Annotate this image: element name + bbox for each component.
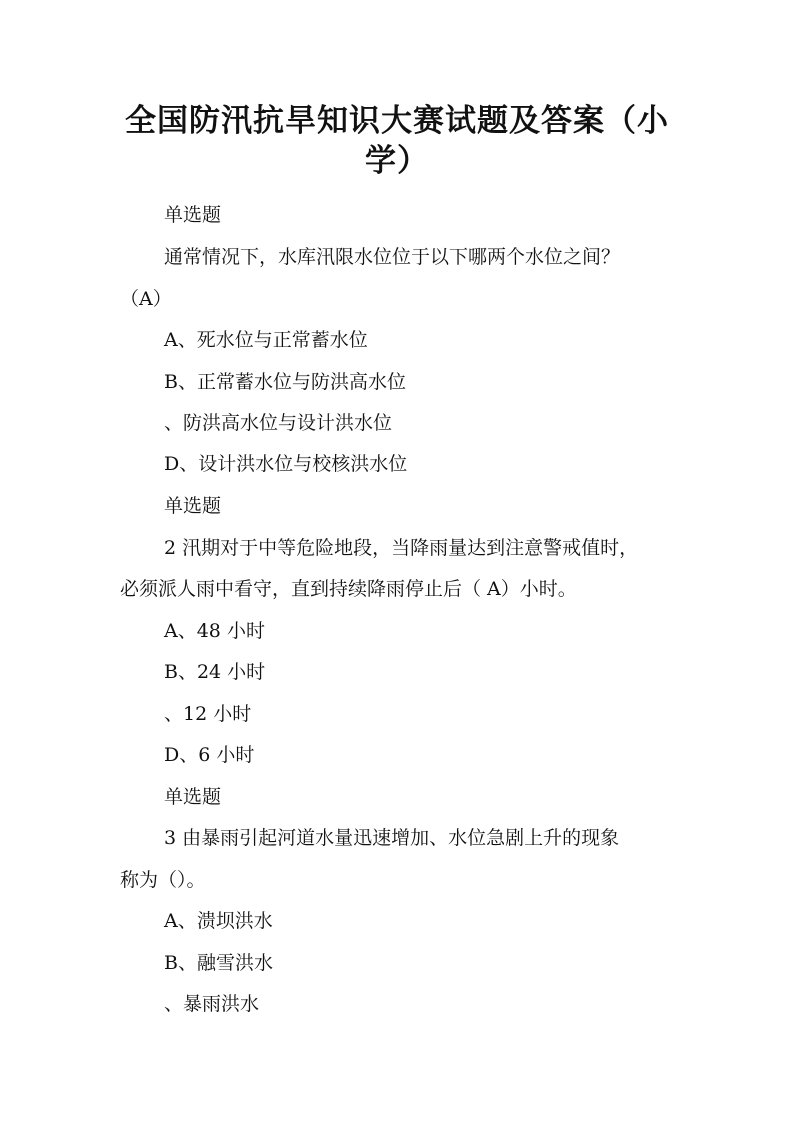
question-3-option-c: 、暴雨洪水 — [164, 993, 260, 1015]
question-2-option-b: B、24 小时 — [164, 661, 266, 683]
document-title-line-1: 全国防汛抗旱知识大赛试题及答案（小 — [125, 103, 669, 139]
question-3-option-a: A、溃坝洪水 — [164, 910, 273, 932]
question-3-type: 单选题 — [164, 786, 222, 808]
question-2-option-a: A、48 小时 — [164, 620, 265, 642]
question-1-option-c: 、防洪高水位与设计洪水位 — [164, 412, 393, 434]
question-2-stem-line-1: 2 汛期对于中等危险地段，当降雨量达到注意警戒值时， — [164, 537, 639, 559]
question-1-type: 单选题 — [164, 204, 222, 226]
question-1-option-b: B、正常蓄水位与防洪高水位 — [164, 371, 406, 393]
question-3-stem-line-1: 3 由暴雨引起河道水量迅速增加、水位急剧上升的现象 — [164, 827, 620, 849]
question-2-stem-line-2: 必须派人雨中看守，直到持续降雨停止后（ A）小时。 — [120, 578, 577, 600]
question-1-stem-line-1: 通常情况下，水库汛限水位位于以下哪两个水位之间？ — [164, 246, 621, 268]
question-1-stem-line-2: （A） — [120, 288, 172, 310]
question-3-stem-line-2: 称为（）。 — [120, 869, 206, 891]
document-title-line-2: 学） — [365, 143, 429, 179]
question-1-option-d: D、设计洪水位与校核洪水位 — [164, 453, 408, 475]
question-2-option-c: 、12 小时 — [164, 703, 252, 725]
question-2-option-d: D、6 小时 — [164, 744, 255, 766]
question-2-type: 单选题 — [164, 495, 222, 517]
question-3-option-b: B、融雪洪水 — [164, 952, 273, 974]
question-1-option-a: A、死水位与正常蓄水位 — [164, 329, 368, 351]
